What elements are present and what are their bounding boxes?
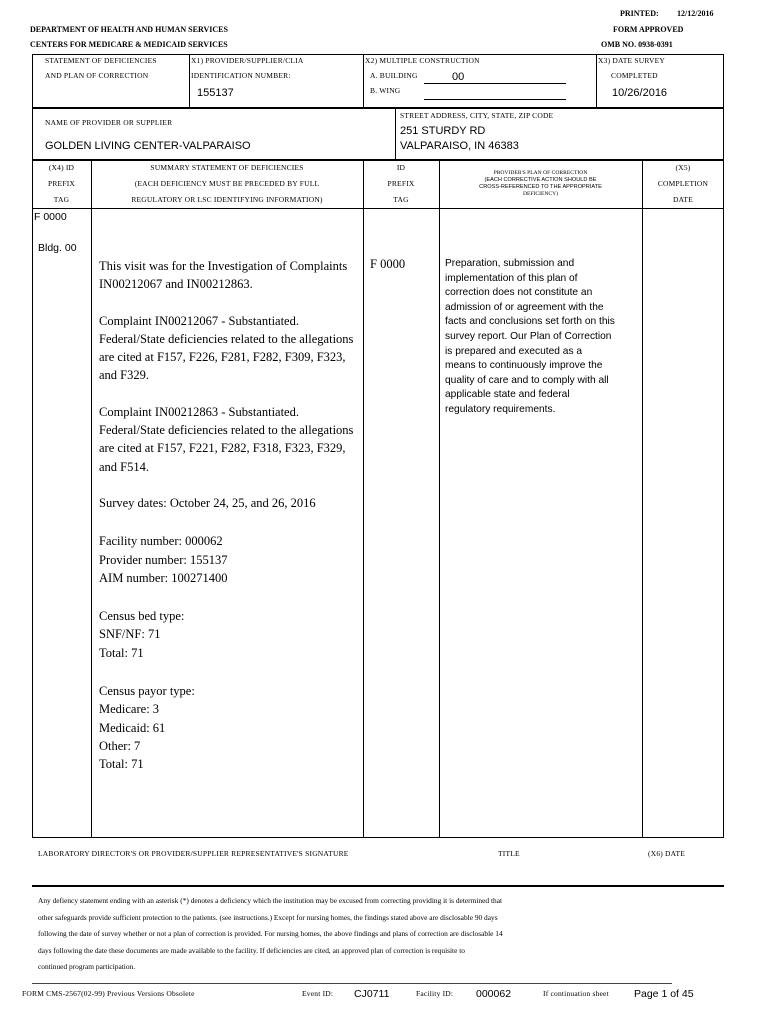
id-header-1: ID [396,163,406,172]
plan-header [439,170,642,198]
x5-header-1: (X5) [675,163,691,172]
statement-label-2: AND PLAN OF CORRECTION [45,71,149,80]
statement-paragraph: Survey dates: October 24, 25, and 26, 2016 [99,495,316,510]
x4-header-1: (X4) ID [48,163,75,172]
x4-header-2: PREFIX [47,179,76,188]
provider-name-label: NAME OF PROVIDER OR SUPPLIER [45,118,173,127]
wing-label: B. WING [370,86,401,95]
facility-info [99,532,357,587]
summary-header-1: SUMMARY STATEMENT OF DEFICIENCIES [150,163,304,172]
printed-date: 12/12/2016 [677,9,714,18]
statement-paragraph: This visit was for the Investigation of Complaints IN00212067 and IN00212863. [99,259,348,292]
x5-header-2: COMPLETION [657,179,709,188]
summary-statement [99,257,357,792]
city-state-zip: VALPARAISO, IN 46383 [400,140,519,152]
event-id: CJ0711 [354,988,390,1000]
summary-header-2: (EACH DEFICIENCY MUST BE PRECEDED BY FULL [134,179,320,188]
plan-header-3: CROSS-REFERENCED TO THE APPROPRIATE [479,184,602,190]
facility-id-label: Facility ID: [416,989,454,998]
plan-header-4: DEFICIENCY) [522,191,559,197]
left-prefix-tag: F 0000 [34,211,67,223]
title-label: TITLE [498,849,520,858]
event-id-label: Event ID: [302,989,334,998]
date-completed: 10/26/2016 [612,87,668,99]
x3-label-2: COMPLETED [611,71,658,80]
statement-label-1: STATEMENT OF DEFICIENCIES [45,56,157,65]
provider-number: 155137 [197,87,234,99]
facility-id: 000062 [476,988,512,1000]
census-bed-type: Census bed type: SNF/NF: 71 Total: 71 [99,609,185,660]
disclaimer: Any defiency statement ending with an asterisk (*) denotes a deficiency which the institution may be excused from correcting providing it is determined that other safeguards provide sufficient protection to the patients. (see instructions.) Except for nursing homes, the findings stated above are disclosable 90 days following the date of survey whether or not a plan of correction is provided. For nursing homes, the above findings and plans of correction are disclosable 14 days following the date these documents are made available to the facility. If deficiencies are cited, an approved plan of correction is requisite to continued program participation. [38,896,503,971]
signature-label: LABORATORY DIRECTOR'S OR PROVIDER/SUPPLIER REPRESENTATIVE'S SIGNATURE [38,849,349,858]
signature-date-label: (X6) DATE [648,849,686,858]
form-approved: FORM APPROVED [613,25,684,34]
facility-number: Facility number: 000062 [99,534,223,549]
page-number: Page 1 of 45 [634,988,694,1000]
summary-header-3: REGULATORY OR LSC IDENTIFYING INFORMATION) [131,195,323,204]
plan-header-1: PROVIDER'S PLAN OF CORRECTION [493,170,588,176]
street-address: 251 STURDY RD [400,125,486,137]
statement-paragraph: Complaint IN00212863 - Substantiated. Federal/State deficiencies related to the allegations are cited at F157, F221, F282, F318, F323, F329, and F514. [99,404,354,474]
aim-number: AIM number: 100271400 [99,570,228,585]
building-value: 00 [452,71,465,83]
x1-label-1: X1) PROVIDER/SUPPLIER/CLIA [191,56,304,65]
x3-label-1: X3) DATE SURVEY [598,56,665,65]
provider-box [32,108,724,160]
plan-header-2: (EACH CORRECTIVE ACTION SHOULD BE [484,177,597,183]
census-payor-type: Census payor type: Medicare: 3 Medicaid: 61 Other: 7 Total: 71 [99,684,195,772]
provider-name: GOLDEN LIVING CENTER-VALPARAISO [45,140,251,152]
x1-label-2: IDENTIFICATION NUMBER: [191,71,291,80]
x5-header-3: DATE [673,195,693,204]
printed-label: PRINTED: [620,9,659,18]
building-tag: Bldg. 00 [38,242,77,254]
plan-of-correction-text: Preparation, submission and implementation of this plan of correction does not constitute an admission of or agreement with the facts and conclusions set forth on this survey report. Our Plan of Correction is prepared and executed as a means to continuously improve the quality of care and to comply with all applicable state and federal regulatory requirements. [445,258,615,415]
id-header-2: PREFIX [387,179,415,188]
provider-number-line: Provider number: 155137 [99,552,228,567]
omb-number: OMB NO. 0938-0391 [601,40,673,49]
x4-header-3: TAG [53,195,70,204]
building-label: A. BUILDING [370,71,418,80]
right-prefix-tag: F 0000 [370,257,406,271]
x2-label: X2) MULTIPLE CONSTRUCTION [365,56,480,65]
centers-name: CENTERS FOR MEDICARE & MEDICAID SERVICES [30,40,228,49]
address-label: STREET ADDRESS, CITY, STATE, ZIP CODE [400,111,554,120]
statement-paragraph: Complaint IN00212067 - Substantiated. Federal/State deficiencies related to the allegations are cited at F157, F226, F281, F282, F309, F323, and F329. [99,313,354,383]
form-number: FORM CMS-2567(02-99) Previous Versions Obsolete [22,989,195,998]
id-header-3: TAG [393,195,409,204]
continuation-label: If continuation sheet [543,989,609,998]
department-name: DEPARTMENT OF HEALTH AND HUMAN SERVICES [30,25,228,34]
